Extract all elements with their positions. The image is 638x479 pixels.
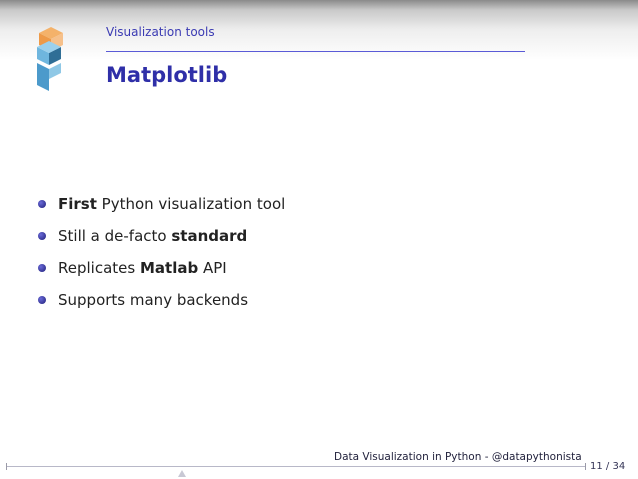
footer-rule [6, 466, 586, 467]
cube-stack-logo-icon [33, 27, 69, 91]
page-number: 11 / 34 [590, 461, 626, 472]
header-shade [0, 0, 638, 62]
bullet-dot-icon [38, 296, 46, 304]
header-rule [106, 51, 525, 52]
navigation-triangle-icon[interactable] [178, 470, 186, 477]
bullet-item [38, 194, 285, 226]
bullet-list [38, 194, 285, 322]
footer-rule-mark [6, 463, 7, 470]
bullet-item [38, 258, 285, 290]
section-title: Visualization tools [106, 25, 215, 39]
bullet-text: Still a de-facto standard [58, 227, 248, 245]
bullet-dot-icon [38, 232, 46, 240]
footer-text: Data Visualization in Python - @datapythonista [334, 451, 582, 463]
bullet-item [38, 226, 285, 258]
bullet-dot-icon [38, 264, 46, 272]
bullet-item [38, 290, 285, 322]
bullet-text: Replicates Matlab API [58, 259, 227, 277]
frame-title: Matplotlib [106, 63, 228, 87]
footer-rule-mark [585, 463, 586, 470]
bullet-dot-icon [38, 200, 46, 208]
bullet-text: First Python visualization tool [58, 195, 286, 213]
bullet-text: Supports many backends [58, 291, 249, 309]
